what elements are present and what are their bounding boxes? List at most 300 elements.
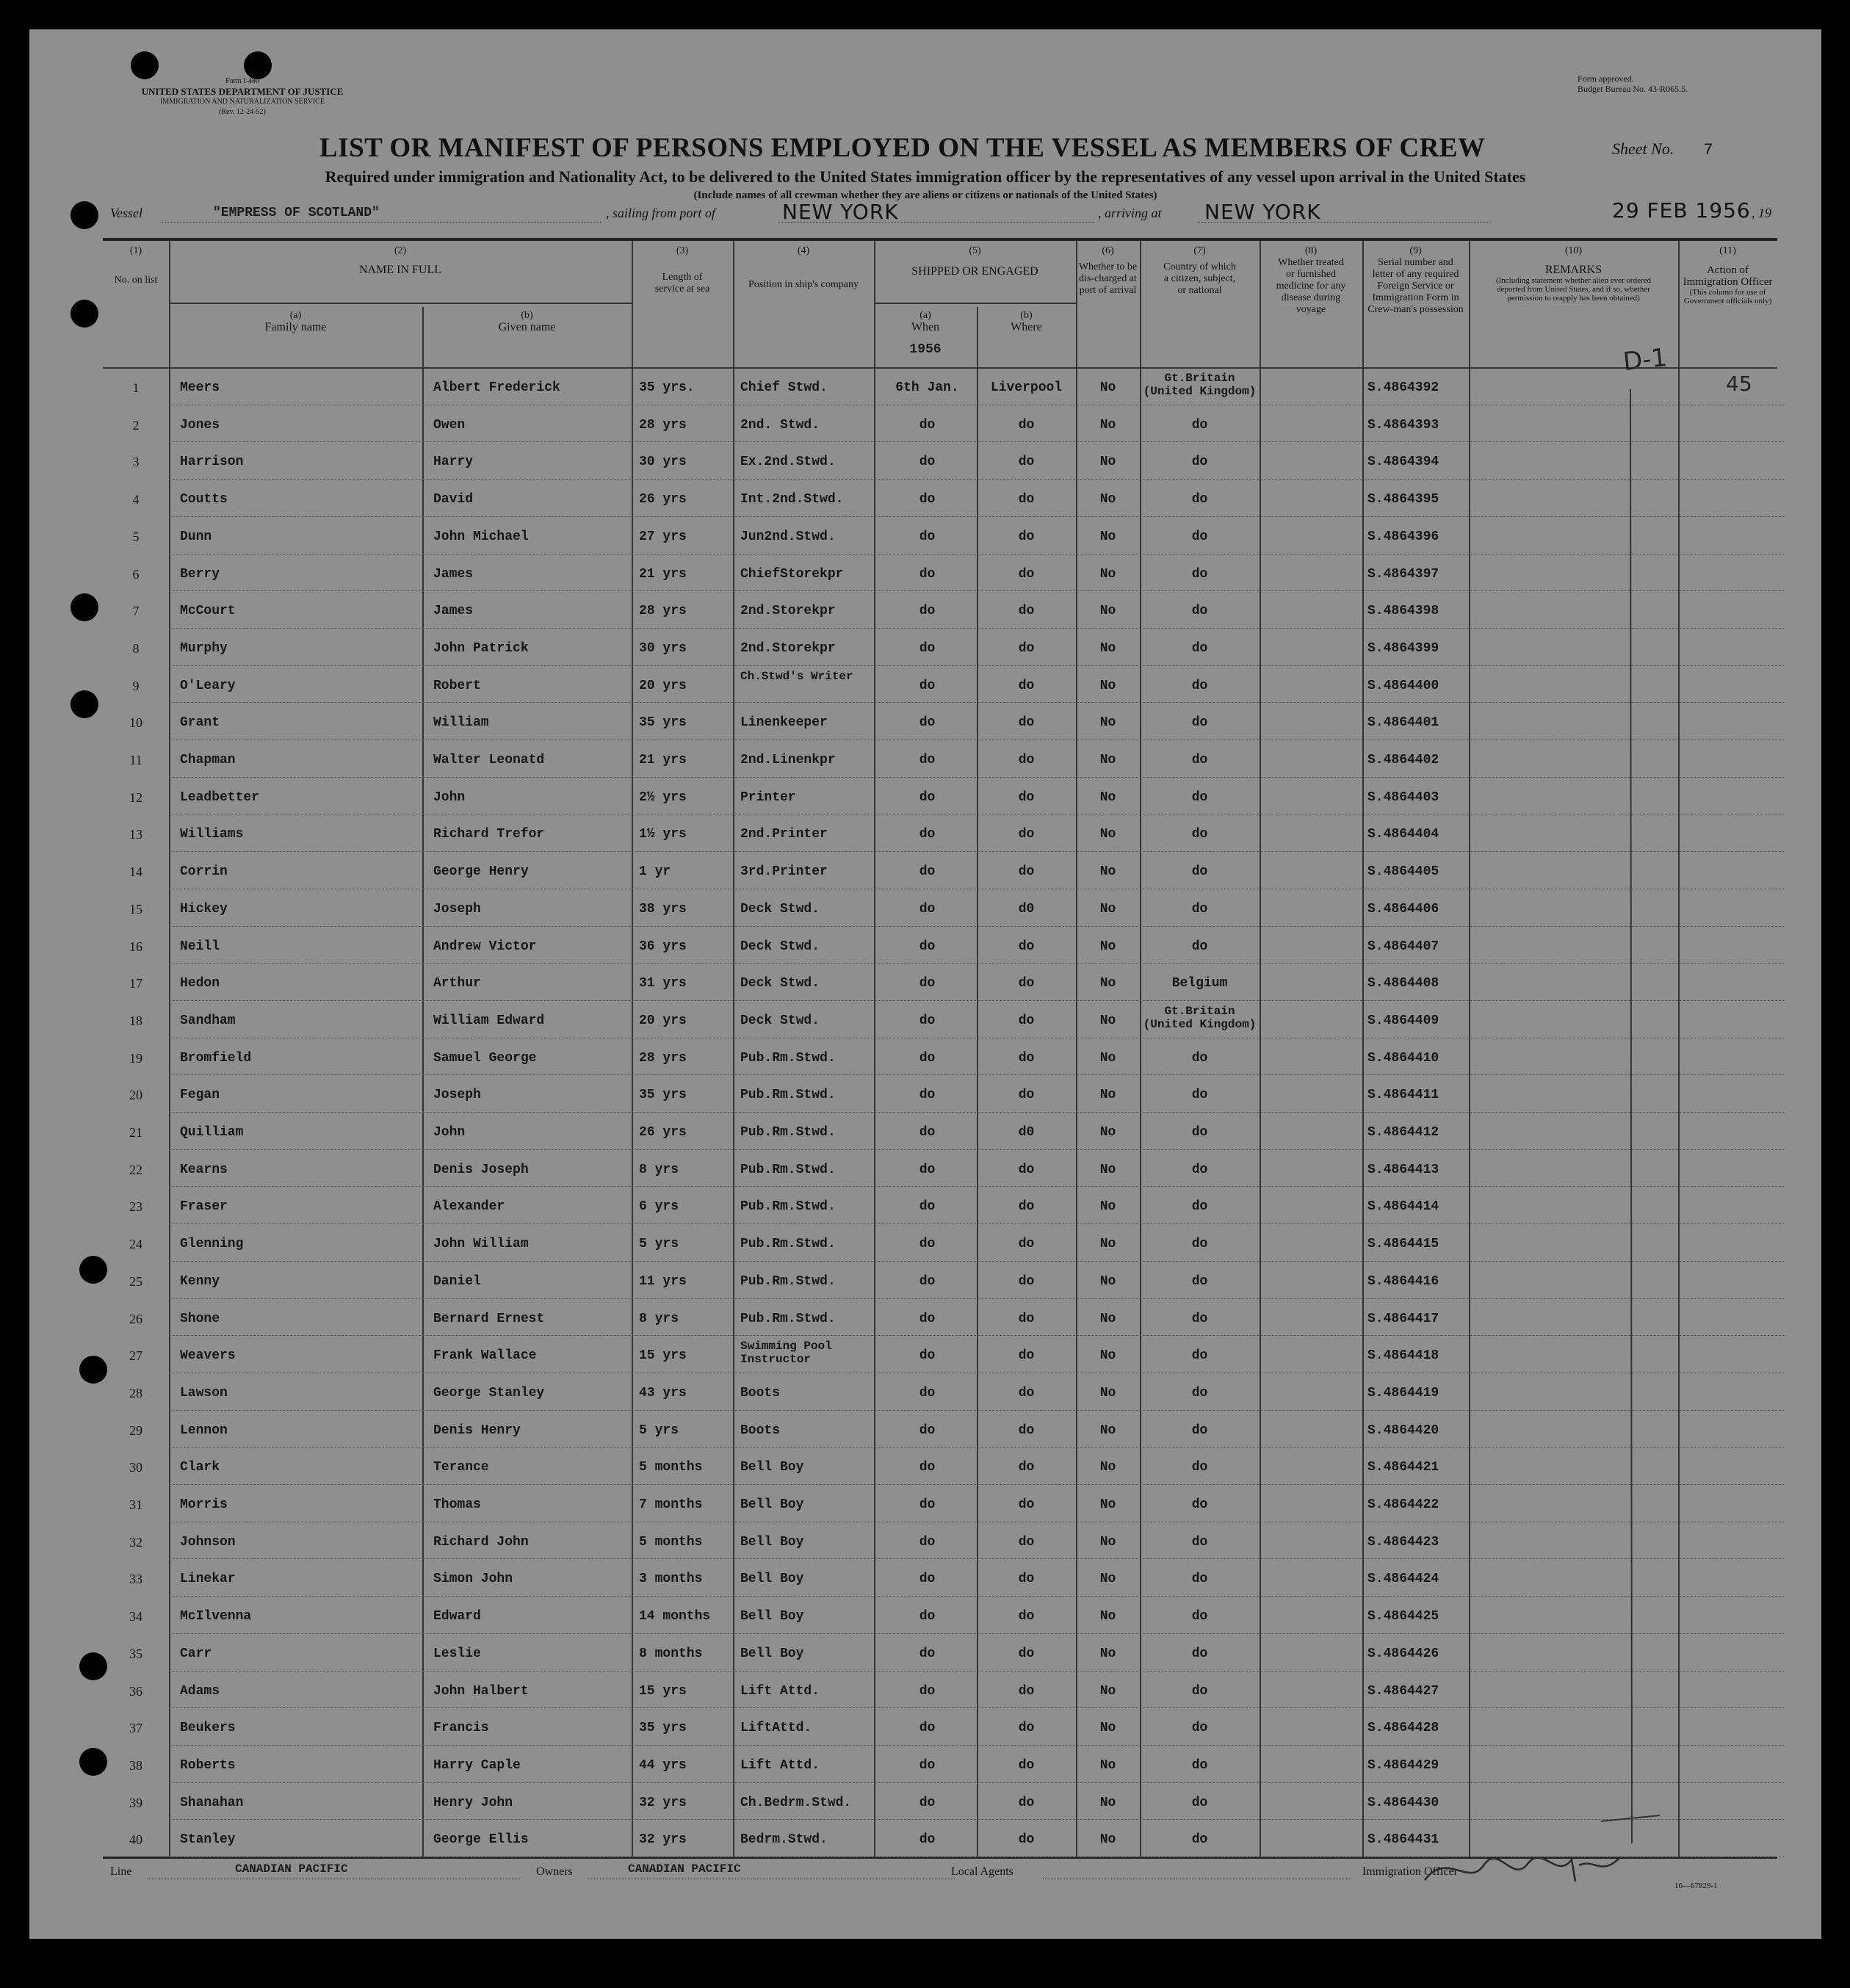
family-name: Williams (180, 827, 244, 842)
position: Bell Boy (740, 1534, 804, 1550)
discharged: No (1099, 1460, 1116, 1475)
given-name: Joseph (433, 901, 481, 917)
shipped-when: do (919, 1162, 936, 1177)
length-of-service: 5 months (639, 1460, 703, 1475)
discharged: No (1099, 678, 1116, 693)
row-number: 25 (129, 1273, 142, 1289)
col-position-header: (4) Position in ship's company (748, 245, 859, 290)
serial-number: S.4864394 (1367, 455, 1439, 470)
given-name: Denis Henry (433, 1423, 521, 1438)
length-of-service: 28 yrs (639, 1050, 687, 1066)
row-number: 21 (129, 1125, 142, 1140)
discharged: No (1099, 1683, 1116, 1699)
length-of-service: 35 yrs (639, 1088, 687, 1103)
shipped-when: do (919, 1237, 936, 1252)
length-of-service: 21 yrs (639, 753, 687, 767)
family-name: Coutts (180, 492, 228, 507)
position: Deck Stwd. (740, 976, 820, 991)
length-of-service: 38 yrs (639, 901, 687, 917)
given-name: George Henry (433, 864, 529, 880)
country: do (1191, 1311, 1208, 1326)
serial-number: S.4864408 (1367, 976, 1439, 991)
country: do (1191, 1237, 1208, 1252)
family-name: O'Leary (180, 678, 236, 693)
family-name: Leadbetter (180, 789, 260, 805)
length-of-service: 26 yrs (639, 492, 687, 507)
position: Swimming Pool Instructor (740, 1340, 832, 1367)
col-discharged-header: (6) Whether to be dis-charged at port of arrival (1078, 245, 1138, 296)
length-of-service: 43 yrs (639, 1385, 687, 1400)
serial-number: S.4864418 (1367, 1348, 1439, 1364)
shipped-where: do (1018, 715, 1035, 731)
position: Lift Attd. (740, 1757, 820, 1773)
given-name: Thomas (433, 1497, 481, 1512)
shipped-where: do (1018, 640, 1035, 656)
given-name: John Michael (433, 529, 529, 544)
shipped-when: do (919, 789, 936, 805)
col-no-header: (1) No. on list (114, 245, 158, 286)
given-name: John (433, 1125, 466, 1140)
discharged: No (1099, 1572, 1116, 1587)
given-name: Robert (433, 678, 481, 693)
row-number: 18 (129, 1013, 142, 1028)
length-of-service: 15 yrs (639, 1348, 687, 1364)
shipped-when: do (919, 566, 936, 582)
row-number: 29 (129, 1423, 142, 1438)
discharged: No (1099, 1237, 1116, 1252)
given-name: John William (433, 1237, 529, 1252)
shipped-when: do (919, 864, 936, 880)
serial-number: S.4864420 (1367, 1423, 1439, 1438)
discharged: No (1099, 939, 1116, 954)
length-of-service: 11 yrs (639, 1273, 687, 1289)
shipped-where: do (1018, 1423, 1035, 1438)
year-suffix: , 19 (1752, 206, 1771, 220)
shipped-where: do (1018, 566, 1035, 582)
shipped-when: do (919, 1199, 936, 1215)
shipped-when: do (919, 753, 936, 767)
length-of-service: 28 yrs (639, 417, 687, 433)
given-name: Andrew Victor (433, 939, 537, 954)
family-name: McIlvenna (180, 1609, 252, 1624)
length-of-service: 31 yrs (639, 976, 687, 991)
country: do (1191, 1832, 1208, 1848)
family-name: Neill (180, 939, 220, 954)
col-treated-header: (8) Whether treated or furnished medicine for any disease during voyage (1276, 245, 1346, 315)
family-name: Roberts (180, 1757, 236, 1773)
page-title: LIST OR MANIFEST OF PERSONS EMPLOYED ON THE VESSEL AS MEMBERS OF CREW (319, 133, 1486, 163)
position: Pub.Rm.Stwd. (740, 1199, 836, 1215)
position: Bedrm.Stwd. (740, 1832, 828, 1848)
shipped-where: do (1018, 1757, 1035, 1773)
country: do (1191, 529, 1208, 544)
col-when-header: (a) When 1956 (874, 310, 977, 355)
col-remarks-header: (10) REMARKS (Including statement whether alien ever ordered deported from United States, and if so, whether permission to reapply has been obtained) (1495, 245, 1652, 303)
shipped-where: do (1018, 789, 1035, 805)
family-name: Hickey (180, 901, 228, 917)
country: do (1191, 1683, 1208, 1699)
serial-number: S.4864431 (1367, 1832, 1439, 1848)
country: do (1191, 1534, 1208, 1550)
action-mark: D-1 (1622, 342, 1669, 377)
given-name: Walter Leonatd (433, 753, 545, 767)
discharged: No (1099, 1385, 1116, 1400)
discharged: No (1099, 1273, 1116, 1289)
length-of-service: 28 yrs (639, 604, 687, 619)
discharged: No (1099, 827, 1116, 842)
country: do (1191, 1572, 1208, 1587)
family-name: Harrison (180, 455, 244, 470)
given-name: John (433, 789, 466, 805)
shipped-when: do (919, 455, 936, 470)
position: Chief Stwd. (740, 380, 828, 395)
position: 3rd.Printer (740, 864, 828, 880)
position: Int.2nd.Stwd. (740, 492, 844, 507)
country: do (1191, 1348, 1208, 1364)
shipped-where: do (1018, 1609, 1035, 1624)
family-name: Morris (180, 1497, 228, 1512)
family-name: McCourt (180, 604, 236, 619)
given-name: Daniel (433, 1273, 481, 1289)
arriving-label: , arriving at (1098, 206, 1162, 220)
family-name: Dunn (180, 529, 212, 544)
country: Gt.Britain (United Kingdom) (1143, 372, 1257, 398)
row-number: 36 (129, 1683, 142, 1699)
col-country-header: (7) Country of which a citizen, subject, or national (1163, 245, 1236, 296)
length-of-service: 26 yrs (639, 1125, 687, 1140)
discharged: No (1099, 1497, 1116, 1512)
shipped-when: do (919, 1572, 936, 1587)
serial-number: S.4864430 (1367, 1795, 1439, 1810)
length-of-service: 5 yrs (639, 1237, 679, 1252)
serial-number: S.4864398 (1367, 604, 1439, 619)
shipped-when: do (919, 1646, 936, 1661)
length-of-service: 32 yrs (639, 1795, 687, 1810)
shipped-where: do (1018, 1572, 1035, 1587)
country: do (1191, 1795, 1208, 1810)
given-name: Edward (433, 1609, 481, 1624)
position: LiftAttd. (740, 1721, 812, 1736)
discharged: No (1099, 715, 1116, 731)
given-name: Alexander (433, 1199, 505, 1215)
row-number: 32 (129, 1534, 142, 1550)
given-name: Simon John (433, 1572, 513, 1587)
position: Pub.Rm.Stwd. (740, 1162, 836, 1177)
shipped-when: do (919, 1385, 936, 1400)
shipped-when: do (919, 901, 936, 917)
country: do (1191, 1199, 1208, 1215)
discharged: No (1099, 1795, 1116, 1810)
length-of-service: 8 yrs (639, 1162, 679, 1177)
row-number: 37 (129, 1721, 142, 1736)
length-of-service: 15 yrs (639, 1683, 687, 1699)
length-of-service: 21 yrs (639, 566, 687, 582)
serial-number: S.4864407 (1367, 939, 1439, 954)
length-of-service: 20 yrs (639, 1013, 687, 1028)
shipped-when: do (919, 827, 936, 842)
serial-number: S.4864400 (1367, 678, 1439, 693)
shipped-when: do (919, 939, 936, 954)
shipped-where: do (1018, 417, 1035, 433)
family-name: Bromfield (180, 1050, 252, 1066)
discharged: No (1099, 566, 1116, 582)
agents-label: Local Agents (951, 1865, 1013, 1878)
shipped-where: do (1018, 753, 1035, 767)
given-name: Harry Caple (433, 1757, 521, 1773)
crew-table (103, 238, 1777, 1859)
row-number: 16 (129, 939, 142, 954)
length-of-service: 20 yrs (639, 678, 687, 693)
shipped-where: do (1018, 1721, 1035, 1736)
length-of-service: 8 yrs (639, 1311, 679, 1326)
col-action-header: (11) Action of Immigration Officer (This column for use of Government officials only) (1683, 245, 1773, 306)
country: do (1191, 1423, 1208, 1438)
serial-number: S.4864416 (1367, 1273, 1439, 1289)
country: do (1191, 640, 1208, 656)
country: do (1191, 1385, 1208, 1400)
row-number: 8 (132, 640, 140, 656)
date-stamp: 29 FEB 1956 (1612, 198, 1751, 223)
discharged: No (1099, 640, 1116, 656)
shipped-where: do (1018, 1199, 1035, 1215)
discharged: No (1099, 492, 1116, 507)
shipped-when: do (919, 1088, 936, 1103)
shipped-when: do (919, 1795, 936, 1810)
discharged: No (1099, 1534, 1116, 1550)
position: Bell Boy (740, 1497, 804, 1512)
position: ChiefStorekpr (740, 566, 844, 582)
family-name: Fegan (180, 1088, 220, 1103)
country: do (1191, 715, 1208, 731)
discharged: No (1099, 1162, 1116, 1177)
row-number: 11 (129, 753, 142, 767)
position: Boots (740, 1423, 781, 1438)
family-name: Carr (180, 1646, 212, 1661)
sheet-number: Sheet No. 7 (1612, 140, 1713, 159)
discharged: No (1099, 753, 1116, 767)
vessel-label: Vessel (110, 206, 142, 220)
position: 2nd. Stwd. (740, 417, 820, 433)
shipped-when: do (919, 976, 936, 991)
length-of-service: 36 yrs (639, 939, 687, 954)
row-number: 13 (129, 827, 142, 842)
serial-number: S.4864417 (1367, 1311, 1439, 1326)
shipped-where: do (1018, 976, 1035, 991)
country: Belgium (1171, 976, 1228, 991)
family-name: Kearns (180, 1162, 228, 1177)
serial-number: S.4864421 (1367, 1460, 1439, 1475)
discharged: No (1099, 1348, 1116, 1364)
shipped-where: do (1018, 1273, 1035, 1289)
shipped-when: do (919, 492, 936, 507)
row-number: 9 (132, 678, 140, 693)
position: Pub.Rm.Stwd. (740, 1237, 836, 1252)
length-of-service: 6 yrs (639, 1199, 679, 1215)
country: do (1191, 455, 1208, 470)
given-name: Joseph (433, 1088, 481, 1103)
family-name: Fraser (180, 1199, 228, 1215)
count-mark: 45 (1726, 372, 1752, 396)
country: do (1191, 1050, 1208, 1066)
serial-number: S.4864401 (1367, 715, 1439, 731)
given-name: George Stanley (433, 1385, 545, 1400)
line-value: CANADIAN PACIFIC (235, 1862, 348, 1876)
position: Deck Stwd. (740, 939, 820, 954)
discharged: No (1099, 1423, 1116, 1438)
officer-label: Immigration Officer (1362, 1865, 1458, 1878)
serial-number: S.4864405 (1367, 864, 1439, 880)
given-name: Francis (433, 1721, 489, 1736)
position: Linenkeeper (740, 715, 828, 731)
col-name-header: (2) NAME IN FULL (359, 245, 441, 276)
row-number: 12 (129, 789, 142, 805)
shipped-when: do (919, 1050, 936, 1066)
length-of-service: 35 yrs (639, 715, 687, 731)
col-family-header: (a) Family name (264, 310, 327, 333)
country: do (1191, 1609, 1208, 1624)
discharged: No (1099, 1721, 1116, 1736)
shipped-where: do (1018, 455, 1035, 470)
shipped-where: do (1018, 1311, 1035, 1326)
shipped-when: do (919, 417, 936, 433)
include-note: (Include names of all crewman whether they are aliens or citizens or nationals of the United States) (693, 189, 1157, 201)
serial-number: S.4864414 (1367, 1199, 1439, 1215)
position: 2nd.Printer (740, 827, 828, 842)
row-number: 20 (129, 1088, 142, 1103)
length-of-service: 5 yrs (639, 1423, 679, 1438)
row-number: 6 (132, 566, 140, 582)
country: do (1191, 901, 1208, 917)
family-name: Lennon (180, 1423, 228, 1438)
owners-value: CANADIAN PACIFIC (628, 1862, 741, 1876)
family-name: Chapman (180, 753, 236, 767)
position: Lift Attd. (740, 1683, 820, 1699)
shipped-when: do (919, 1609, 936, 1624)
form-identifier: Form I-480 UNITED STATES DEPARTMENT OF JUSTICE IMMIGRATION AND NATURALIZATION SERVICE (Rev. 12-24-52) (141, 77, 344, 116)
given-name: Denis Joseph (433, 1162, 529, 1177)
country: Gt.Britain (United Kingdom) (1143, 1004, 1257, 1031)
country: do (1191, 417, 1208, 433)
serial-number: S.4864415 (1367, 1237, 1439, 1252)
shipped-when: do (919, 715, 936, 731)
serial-number: S.4864399 (1367, 640, 1439, 656)
discharged: No (1099, 1311, 1116, 1326)
serial-number: S.4864411 (1367, 1088, 1439, 1103)
position: Jun2nd.Stwd. (740, 529, 836, 544)
shipped-when: do (919, 1534, 936, 1550)
length-of-service: 7 months (639, 1497, 703, 1512)
discharged: No (1099, 1125, 1116, 1140)
given-name: Arthur (433, 976, 481, 991)
discharged: No (1099, 1088, 1116, 1103)
shipped-when: do (919, 1125, 936, 1140)
country: do (1191, 604, 1208, 619)
shipped-where: do (1018, 1162, 1035, 1177)
serial-number: S.4864413 (1367, 1162, 1439, 1177)
serial-number: S.4864410 (1367, 1050, 1439, 1066)
serial-number: S.4864396 (1367, 529, 1439, 544)
serial-number: S.4864419 (1367, 1385, 1439, 1400)
given-name: David (433, 492, 474, 507)
row-number: 27 (129, 1348, 142, 1364)
given-name: Harry (433, 455, 474, 470)
position: 2nd.Storekpr (740, 604, 836, 619)
shipped-where: d0 (1018, 901, 1035, 917)
length-of-service: 35 yrs. (639, 380, 695, 395)
row-number: 39 (129, 1795, 142, 1810)
position: Printer (740, 789, 796, 805)
discharged: No (1099, 455, 1116, 470)
shipped-when: do (919, 1013, 936, 1028)
length-of-service: 14 months (639, 1609, 711, 1624)
country: do (1191, 1162, 1208, 1177)
family-name: Shanahan (180, 1795, 244, 1810)
discharged: No (1099, 529, 1116, 544)
shipped-when: do (919, 1423, 936, 1438)
row-number: 17 (129, 976, 142, 991)
shipped-where: do (1018, 864, 1035, 880)
length-of-service: 5 months (639, 1534, 703, 1550)
family-name: Jones (180, 417, 220, 433)
discharged: No (1099, 1646, 1116, 1661)
arriving-port: NEW YORK (1204, 200, 1321, 224)
position: 2nd.Linenkpr (740, 753, 836, 767)
length-of-service: 1½ yrs (639, 827, 687, 842)
country: do (1191, 1460, 1208, 1475)
length-of-service: 2½ yrs (639, 789, 687, 805)
given-name: William (433, 715, 489, 731)
shipped-where: do (1018, 492, 1035, 507)
row-number: 35 (129, 1646, 142, 1661)
length-of-service: 8 months (639, 1646, 703, 1661)
shipped-where: do (1018, 604, 1035, 619)
requirement-text: Required under immigration and Nationality Act, to be delivered to the United States immigration officer by the representatives of any vessel upon arrival in the United States (325, 167, 1526, 186)
given-name: Albert Frederick (433, 380, 560, 395)
discharged: No (1099, 1199, 1116, 1215)
country: do (1191, 1646, 1208, 1661)
shipped-when: do (919, 1757, 936, 1773)
given-name: Bernard Ernest (433, 1311, 545, 1326)
officer-signature (1417, 1843, 1630, 1895)
country: do (1191, 1721, 1208, 1736)
given-name: George Ellis (433, 1832, 529, 1848)
col-where-header: (b) Where (1011, 310, 1042, 333)
shipped-where: do (1018, 1832, 1035, 1848)
family-name: Clark (180, 1460, 220, 1475)
serial-number: S.4864426 (1367, 1646, 1439, 1661)
row-number: 15 (129, 901, 142, 917)
shipped-where: do (1018, 1497, 1035, 1512)
row-number: 30 (129, 1460, 142, 1475)
row-number: 33 (129, 1572, 142, 1587)
shipped-where: do (1018, 1013, 1035, 1028)
length-of-service: 35 yrs (639, 1721, 687, 1736)
country: do (1191, 678, 1208, 693)
shipped-when: do (919, 1460, 936, 1475)
position: Bell Boy (740, 1609, 804, 1624)
serial-number: S.4864427 (1367, 1683, 1439, 1699)
family-name: Berry (180, 566, 220, 582)
length-of-service: 1 yr (639, 864, 671, 880)
line-label: Line (110, 1865, 132, 1878)
family-name: Meers (180, 380, 220, 395)
shipped-where: do (1018, 1237, 1035, 1252)
shipped-when: do (919, 1273, 936, 1289)
family-name: Kenny (180, 1273, 220, 1289)
serial-number: S.4864423 (1367, 1534, 1439, 1550)
shipped-where: d0 (1018, 1125, 1035, 1140)
col-serial-header: (9) Serial number and letter of any required Foreign Service or Immigration Form in Crew-man's possession (1367, 245, 1464, 315)
